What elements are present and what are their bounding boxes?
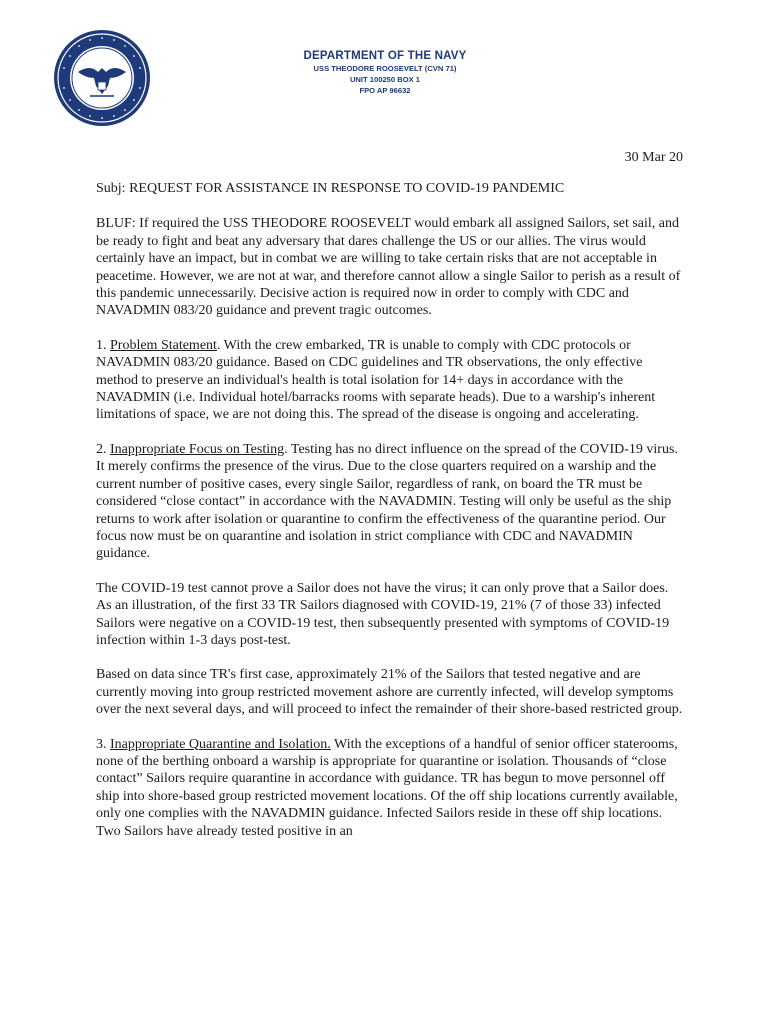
letterhead <box>240 50 530 96</box>
section-text: . Testing has no direct influence on the spread of the COVID-19 virus. It merely confirms the presence of the virus. Due to the close quarters required on a warship and the current number of positive cases, every single Sailor, regardless of rank, on board the TR must be considered “close contact” in accordance with the NAVADMIN. Testing will only be useful as the ship returns to work after isolation or quarantine to confirm the effectiveness of the quarantine period. Our focus now must be on quarantine and isolation in strict compliance with CDC and NAVADMIN guidance. <box>96 441 678 562</box>
letterhead-unit: UNIT 100250 BOX 1 <box>349 75 421 84</box>
section-text: . With the crew embarked, TR is unable to comply with CDC protocols or NAVADMIN 083/20 guidance. Based on CDC guidelines and TR observations, the only effective method to preserve an individual's health is total isolation for 14+ days in accordance with the NAVADMIN (i.e. Individual hotel/barracks rooms with separate heads). Due to a warship's inherent limitations of space, we are not doing this. The spread of the disease is ongoing and accelerating. <box>96 337 656 423</box>
section-heading: Problem Statement <box>110 337 217 353</box>
testing-paragraph: The COVID-19 test cannot prove a Sailor does not have the virus; it can only prove that a Sailor does. As an illustration, of the first 33 TR Sailors diagnosed with COVID-19, 21% (7 of those 33) infected Sailors were negative on a COVID-19 test, then subsequently presented with symptoms of COVID-19 infection within 1-3 days post-test. <box>96 580 670 648</box>
bluf-paragraph: BLUF: If required the USS THEODORE ROOSEVELT would embark all assigned Sailors, set sail, and be ready to fight and beat any adversary that dares challenge the US or our allies. The virus would certainly have an impact, but in combat we are willing to take certain risks that are not acceptable in peacetime. However, we are not at war, and therefore cannot allow a single Sailor to perish as a result of this pandemic unnecessarily. Decisive action is required now in order to comply with CDC and NAVADMIN 083/20 guidance and prevent tragic outcomes. <box>96 216 681 319</box>
section-1 <box>96 337 686 424</box>
department-of-defense-seal <box>52 28 152 128</box>
section-2 <box>96 441 686 563</box>
letterhead-title: DEPARTMENT OF THE NAVY <box>303 50 467 62</box>
data-paragraph: Based on data since TR's first case, approximately 21% of the Sailors that tested negative and are currently moving into group restricted movement ashore are currently infected, will develop symptoms over the next several days, and will proceed to infect the remainder of their shore-based restricted group. <box>96 667 683 718</box>
letter-body <box>96 180 686 857</box>
subject-line: Subj: REQUEST FOR ASSISTANCE IN RESPONSE TO COVID-19 PANDEMIC <box>96 181 565 196</box>
section-number: 1. <box>96 337 107 353</box>
section-heading: Inappropriate Focus on Testing <box>110 441 285 457</box>
section-3 <box>96 736 686 840</box>
section-number: 3. <box>96 736 107 752</box>
letter-date: 30 Mar 20 <box>624 150 683 165</box>
letterhead-fpo: FPO AP 96632 <box>359 86 411 95</box>
section-heading: Inappropriate Quarantine and Isolation. <box>110 736 331 752</box>
section-text: With the exceptions of a handful of senior officer staterooms, none of the berthing onboard a warship is appropriate for quarantine or isolation. Thousands of “close contact” Sailors require quarantine in accordance with guidance. TR has begun to move personnel off ship into shore-based group restricted movement locations. Of the off ship locations currently available, only one complies with the NAVADMIN guidance. Infected Sailors reside in these off ship locations. Two Sailors have already tested positive in an <box>96 736 678 839</box>
letterhead-ship: USS THEODORE ROOSEVELT (CVN 71) <box>313 64 457 73</box>
section-number: 2. <box>96 441 107 457</box>
